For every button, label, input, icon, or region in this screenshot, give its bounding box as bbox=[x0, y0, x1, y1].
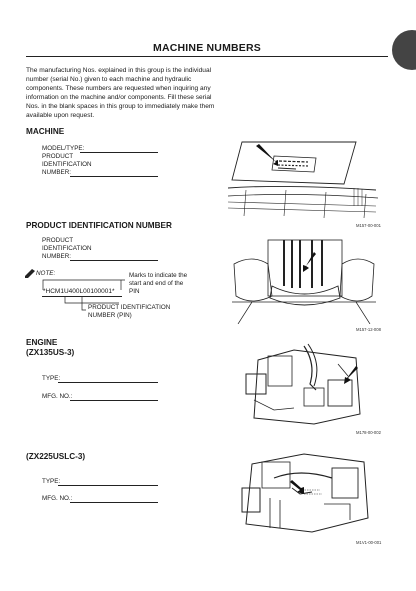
pin-caption-l2: NUMBER (PIN) bbox=[88, 312, 132, 319]
machine-label-number: NUMBER: bbox=[42, 169, 72, 176]
engine1-type-label: TYPE: bbox=[42, 375, 61, 382]
machine-plate-illustration bbox=[226, 140, 386, 220]
title-divider bbox=[26, 56, 388, 57]
engine2-model-heading: (ZX225USLC-3) bbox=[26, 452, 86, 461]
engine1-mfg-label: MFG. NO.: bbox=[42, 393, 73, 400]
engine1-model-heading: (ZX135US-3) bbox=[26, 348, 75, 357]
marks-note-l2: start and end of the bbox=[129, 280, 184, 287]
pin-label-identification: IDENTIFICATION bbox=[42, 245, 92, 252]
machine-label-product: PRODUCT bbox=[42, 153, 74, 160]
pin-number-field[interactable] bbox=[70, 260, 158, 261]
engine2-illustration bbox=[240, 448, 374, 536]
engine2-type-field[interactable] bbox=[58, 485, 158, 486]
engine2-mfg-field[interactable] bbox=[70, 502, 158, 503]
boom-pin-illustration bbox=[232, 236, 376, 324]
page-title: MACHINE NUMBERS bbox=[153, 42, 261, 54]
engine2-mfg-label: MFG. NO.: bbox=[42, 495, 73, 502]
note-label: NOTE: bbox=[36, 270, 56, 277]
pin-heading: PRODUCT IDENTIFICATION NUMBER bbox=[26, 221, 172, 230]
machine-label-identification: IDENTIFICATION bbox=[42, 161, 92, 168]
pin-caption-l1: PRODUCT IDENTIFICATION bbox=[88, 304, 171, 311]
pin-label-product: PRODUCT bbox=[42, 237, 74, 244]
machine-label-model: MODEL/TYPE: bbox=[42, 145, 85, 152]
engine1-mfg-field[interactable] bbox=[70, 400, 158, 401]
engine-heading: ENGINE bbox=[26, 338, 58, 347]
marks-note-l3: PIN bbox=[129, 288, 140, 295]
pin-example: *HCM1U400L00100001* bbox=[43, 288, 115, 295]
note-pencil-icon bbox=[24, 268, 36, 278]
engine2-figure-code: M1V1-00-001 bbox=[356, 540, 382, 545]
pin-label-number: NUMBER: bbox=[42, 253, 72, 260]
machine-figure-code: M157-00-001 bbox=[356, 223, 381, 228]
machine-number-field[interactable] bbox=[70, 176, 158, 177]
intro-paragraph: The manufacturing Nos. explained in this group is the individual number (serial No.) given to each machine and hydraulic components. These numbers are requested when inquiring any information on the machine and/or components. Fill these serial Nos. in the blank spaces in this group to immediately make them available upon request. bbox=[26, 67, 215, 119]
engine1-type-field[interactable] bbox=[58, 382, 158, 383]
marks-note-l1: Marks to indicate the bbox=[129, 272, 188, 279]
engine1-illustration bbox=[244, 340, 372, 428]
engine2-type-label: TYPE: bbox=[42, 478, 61, 485]
pin-figure-code: M157-12-008 bbox=[356, 327, 381, 332]
section-tab bbox=[392, 30, 416, 70]
engine1-figure-code: M178-00-002 bbox=[356, 430, 381, 435]
machine-model-field[interactable] bbox=[80, 152, 158, 153]
machine-heading: MACHINE bbox=[26, 127, 65, 136]
